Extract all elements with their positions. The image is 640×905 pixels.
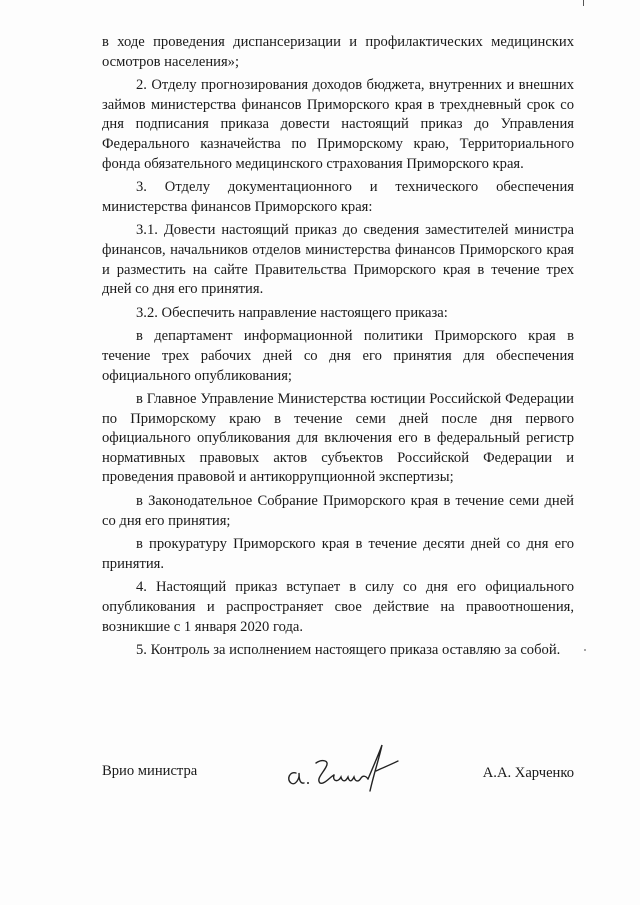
page-corner-mark (583, 0, 584, 6)
handwritten-signature (282, 743, 402, 795)
paragraph-item-4: 4. Настоящий приказ вступает в силу со дня его официального опубликования и распространяет свое действие на правоотношения, возникшие с 1 января 2020 года. (102, 579, 574, 635)
paragraph-item-3: 3. Отделу документационного и технического обеспечения министерства финансов Приморского края: (102, 179, 574, 215)
signer-position: Врио министра (102, 763, 198, 779)
signature-block (102, 755, 574, 805)
paragraph-recipient-legislative-assembly: в Законодательное Собрание Приморского края в течение семи дней со дня его принятия; (102, 493, 574, 529)
paragraph-recipient-prosecutor: в прокуратуру Приморского края в течение десяти дней со дня его принятия. (102, 536, 574, 572)
document-body (102, 33, 574, 665)
scan-speck (584, 649, 586, 651)
paragraph-item-3-2: 3.2. Обеспечить направление настоящего приказа: (136, 304, 448, 321)
paragraph-continuation: в ходе проведения диспансеризации и профилактических медицинских осмотров населения»; (102, 34, 574, 70)
signer-name: А.А. Харченко (482, 765, 574, 781)
paragraph-item-5: 5. Контроль за исполнением настоящего приказа оставляю за собой. (136, 642, 561, 659)
paragraph-item-3-1: 3.1. Довести настоящий приказ до сведения заместителей министра финансов, начальников отделов министерства финансов Приморского края и разместить на сайте Правительства Приморского края в течение трех дней со дня его принятия. (102, 222, 574, 298)
paragraph-recipient-justice-ministry: в Главное Управление Министерства юстиции Российской Федерации по Приморскому краю в течение семи дней после дня первого официального опубликования для включения его в федеральный регистр нормативных правовых актов субъектов Российской Федерации и проведения правовой и антикоррупционной экспертизы; (102, 391, 574, 486)
paragraph-item-2: 2. Отделу прогнозирования доходов бюджета, внутренних и внешних займов министерства финансов Приморского края в трехдневный срок со дня подписания приказа довести настоящий приказ до Управления Федерального казначейства по Приморскому краю, Территориального фонда обязательного медицинского страхования Приморского края. (102, 77, 574, 172)
paragraph-recipient-press-dept: в департамент информационной политики Приморского края в течение трех рабочих дней со дня его принятия для обеспечения официального опубликования; (102, 328, 574, 384)
